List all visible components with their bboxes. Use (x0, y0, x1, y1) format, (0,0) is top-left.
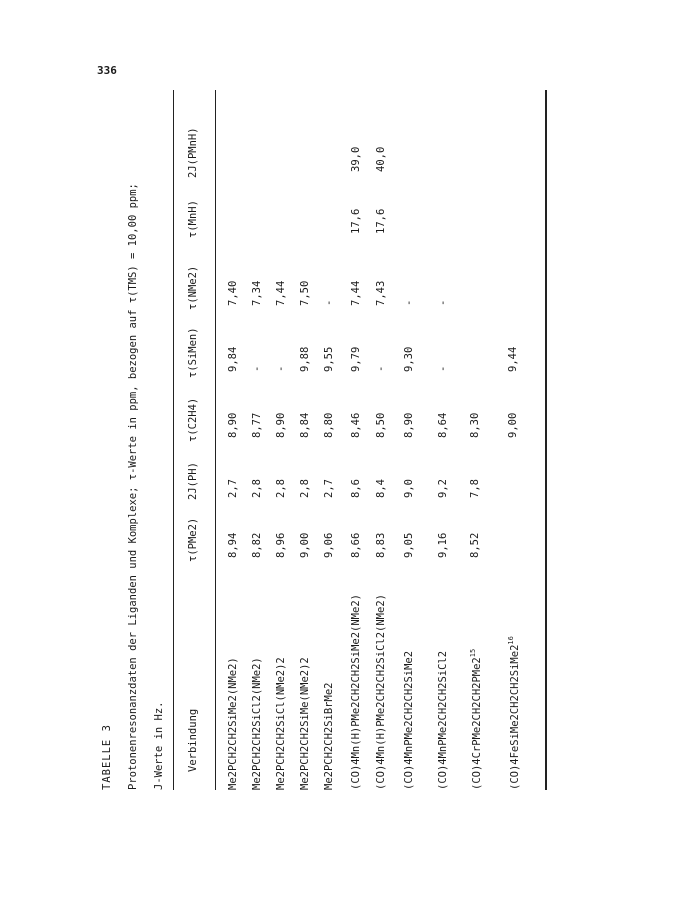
header-j-pmnh: 2J(PMnH) (187, 127, 199, 178)
compound-cell: Me2PCH2CH2SiCl2(NMe2) (251, 657, 263, 790)
tau-pme2-cell: 9,00 (299, 532, 311, 558)
tau-sime-cell: - (375, 365, 387, 372)
j-ph-cell: 2,8 (251, 479, 263, 498)
table-row (251, 90, 271, 790)
header-j-ph: 2J(PH) (187, 462, 199, 500)
table-top-rule (173, 90, 174, 790)
j-ph-cell: 2,7 (227, 479, 239, 498)
tau-pme2-cell: 8,94 (227, 532, 239, 558)
compound-cell (469, 649, 483, 790)
j-ph-cell: 8,6 (350, 479, 362, 498)
table-row (403, 90, 423, 790)
compound-cell (507, 636, 521, 790)
compound-cell: Me2PCH2CH2SiBrMe2 (323, 682, 335, 790)
tau-pme2-cell: 9,16 (437, 532, 449, 558)
tau-pme2-cell: 8,66 (350, 532, 362, 558)
table-row (437, 90, 457, 790)
tau-nme2-cell: 7,44 (275, 280, 287, 306)
j-ph-cell: 2,7 (323, 479, 335, 498)
compound-cell: Me2PCH2CH2SiMe(NMe2)2 (299, 657, 311, 790)
tau-mnh-cell: 17,6 (375, 208, 387, 234)
j-pmnh-cell: 40,0 (375, 146, 387, 172)
header-compound: Verbindung (187, 708, 199, 772)
tau-sime-cell: 9,44 (507, 346, 519, 372)
j-ph-cell: 2,8 (299, 479, 311, 498)
compound-formula: (CO)4FeSiMe2CH2CH2SiMe2 (509, 644, 521, 790)
tau-nme2-cell: - (403, 299, 415, 306)
tau-nme2-cell: 7,43 (375, 280, 387, 306)
j-ph-cell: 2,8 (275, 479, 287, 498)
compound-cell: (CO)4MnPMe2CH2CH2SiMe2 (403, 650, 415, 790)
header-tau-nme2: τ(NMe2) (187, 265, 199, 310)
table-row (375, 90, 395, 790)
tau-nme2-cell: 7,44 (350, 280, 362, 306)
tau-c2h4-cell: 8,84 (299, 412, 311, 438)
table-row (507, 90, 527, 790)
j-pmnh-cell: 39,0 (350, 146, 362, 172)
rotated-table-region (95, 90, 521, 790)
tau-pme2-cell: 8,83 (375, 532, 387, 558)
tau-c2h4-cell: 8,90 (275, 412, 287, 438)
compound-cell: Me2PCH2CH2SiCl(NMe2)2 (275, 657, 287, 790)
tau-nme2-cell: 7,34 (251, 280, 263, 306)
j-ph-cell: 9,2 (437, 479, 449, 498)
table-bottom-rule (545, 90, 547, 790)
header-tau-c2h4: τ(C2H4) (187, 397, 199, 442)
compound-cell: Me2PCH2CH2SiMe2(NMe2) (227, 657, 239, 790)
table-row (227, 90, 247, 790)
tau-mnh-cell: 17,6 (350, 208, 362, 234)
table-row (323, 90, 343, 790)
tau-nme2-cell: - (437, 299, 449, 306)
table-header-rule (215, 90, 216, 790)
table-row (350, 90, 370, 790)
tau-pme2-cell: 9,05 (403, 532, 415, 558)
tau-pme2-cell: 8,96 (275, 532, 287, 558)
compound-cell: (CO)4MnPMe2CH2CH2SiCl2 (437, 650, 449, 790)
compound-cell: (CO)4Mn(H)PMe2CH2CH2SiMe2(NMe2) (350, 594, 362, 790)
tau-c2h4-cell: 8,46 (350, 412, 362, 438)
page-number: 336 (97, 64, 117, 77)
tau-c2h4-cell: 8,90 (403, 412, 415, 438)
tau-sime-cell: 9,30 (403, 346, 415, 372)
table-content (95, 90, 521, 790)
tau-sime-cell: 9,79 (350, 346, 362, 372)
j-ph-cell: 9,0 (403, 479, 415, 498)
tau-c2h4-cell: 8,90 (227, 412, 239, 438)
table-caption-line-1: Protonenresonanzdaten der Liganden und Komplexe; τ-Werte in ppm, bezogen auf τ(TMS) = 10,00 ppm; (127, 183, 139, 790)
tau-sime-cell: - (251, 365, 263, 372)
tau-c2h4-cell: 8,80 (323, 412, 335, 438)
reference-note: 15 (469, 648, 477, 658)
header-tau-sime: τ(SiMen) (187, 327, 199, 378)
table-row (299, 90, 319, 790)
tau-sime-cell: 9,88 (299, 346, 311, 372)
tau-pme2-cell: 8,52 (469, 532, 481, 558)
table-title: TABELLE 3 (101, 724, 113, 790)
compound-cell: (CO)4Mn(H)PMe2CH2CH2SiCl2(NMe2) (375, 594, 387, 790)
reference-note: 16 (507, 636, 515, 645)
tau-sime-cell: - (437, 365, 449, 372)
tau-c2h4-cell: 8,50 (375, 412, 387, 438)
tau-c2h4-cell: 9,00 (507, 412, 519, 438)
tau-pme2-cell: 8,82 (251, 532, 263, 558)
table-caption-line-2: J-Werte in Hz. (153, 701, 165, 790)
tau-sime-cell: - (275, 365, 287, 372)
tau-c2h4-cell: 8,77 (251, 412, 263, 438)
tau-pme2-cell: 9,06 (323, 532, 335, 558)
tau-nme2-cell: 7,40 (227, 280, 239, 306)
j-ph-cell: 8,4 (375, 479, 387, 498)
j-ph-cell: 7,8 (469, 479, 481, 498)
tau-nme2-cell: - (323, 299, 335, 306)
table-row (275, 90, 295, 790)
tau-sime-cell: 9,84 (227, 346, 239, 372)
tau-sime-cell: 9,55 (323, 346, 335, 372)
tau-c2h4-cell: 8,64 (437, 412, 449, 438)
tau-nme2-cell: 7,50 (299, 280, 311, 306)
header-tau-mnh: τ(MnH) (187, 200, 199, 238)
table-row (469, 90, 489, 790)
tau-c2h4-cell: 8,30 (469, 412, 481, 438)
header-tau-pme2: τ(PMe2) (187, 517, 199, 562)
compound-formula: (CO)4CrPMe2CH2CH2PMe2 (471, 657, 483, 790)
